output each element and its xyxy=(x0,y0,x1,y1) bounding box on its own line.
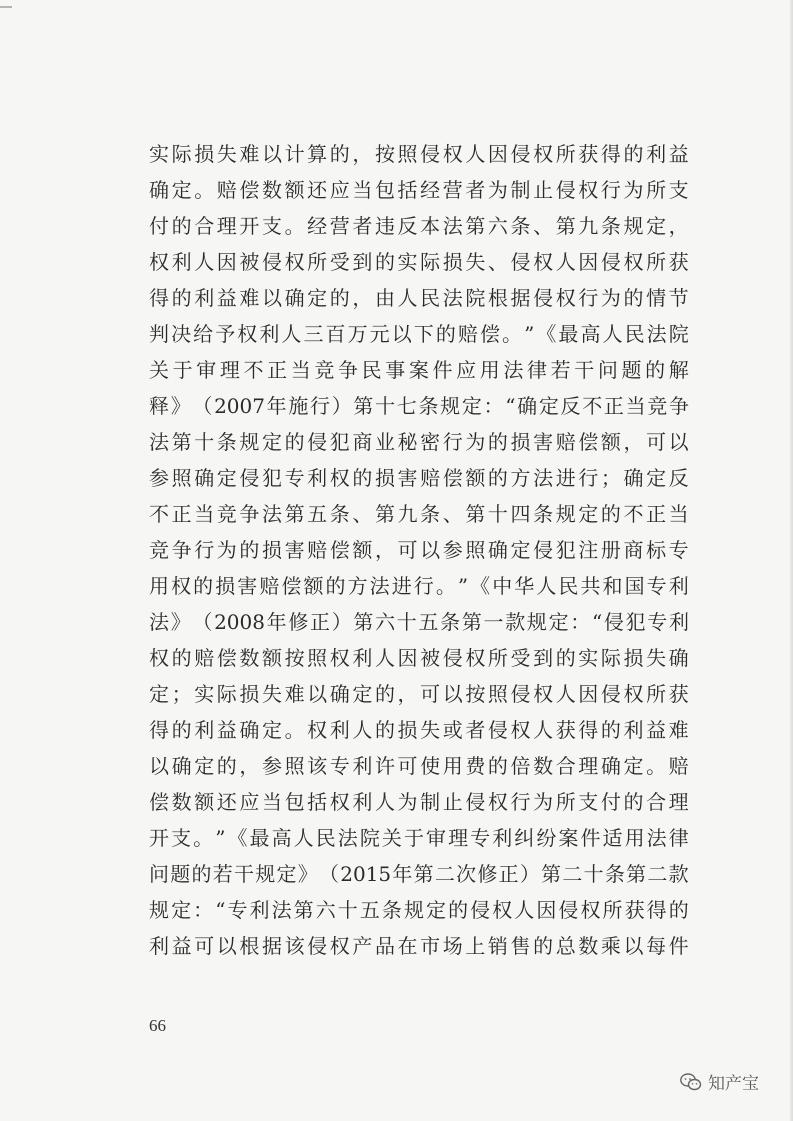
text-line: 偿 数 额 还 应 当 包 括 权 利 人 为 制 止 侵 权 行 为 所 支 付 的 合 理 xyxy=(149,790,689,814)
body-text xyxy=(149,136,689,964)
text-line: 得 的 利 益 确 定 。 权 利 人 的 损 失 或 者 侵 权 人 获 得 的 利 益 难 xyxy=(149,718,689,742)
text-line: 用 权 的 损 害 赔 偿 额 的 方 法 进 行 。 ” 《 中 华 人 民 共 和 国 专 利 xyxy=(149,574,689,598)
text-line: 不 正 当 竞 争 法 第 五 条 、 第 九 条 、 第 十 四 条 规 定 的 不 正 当 xyxy=(149,502,689,526)
wechat-icon xyxy=(680,1073,702,1091)
text-line: 判 决 给 予 权 利 人 三 百 万 元 以 下 的 赔 偿 。 ” 《 最 高 人 民 法 院 xyxy=(149,322,689,346)
scan-corner-mark xyxy=(0,6,12,8)
text-line: 利 益 可 以 根 据 该 侵 权 产 品 在 市 场 上 销 售 的 总 数 乘 以 每 件 xyxy=(149,934,689,958)
text-line: 法 》 （ 2008 年 修 正 ） 第 六 十 五 条 第 一 款 规 定 ： “ 侵 犯 专 利 xyxy=(149,610,689,634)
text-line: 规 定 ： “ 专 利 法 第 六 十 五 条 规 定 的 侵 权 人 因 侵 权 所 获 得 的 xyxy=(149,898,689,922)
text-line: 付 的 合 理 开 支 。 经 营 者 违 反 本 法 第 六 条 、 第 九 条 规 定 ， xyxy=(149,214,689,238)
text-line: 得 的 利 益 难 以 确 定 的 ， 由 人 民 法 院 根 据 侵 权 行 为 的 情 节 xyxy=(149,286,689,310)
text-line: 实 际 损 失 难 以 计 算 的 ， 按 照 侵 权 人 因 侵 权 所 获 得 的 利 益 xyxy=(149,142,689,166)
text-line: 问 题 的 若 干 规 定 》 （ 2015 年 第 二 次 修 正 ） 第 二 十 条 第 二 款 xyxy=(149,862,689,886)
text-line: 定 ； 实 际 损 失 难 以 确 定 的 ， 可 以 按 照 侵 权 人 因 侵 权 所 获 xyxy=(149,682,689,706)
text-line: 法 第 十 条 规 定 的 侵 犯 商 业 秘 密 行 为 的 损 害 赔 偿 额 ， 可 以 xyxy=(149,430,689,454)
text-line: 关 于 审 理 不 正 当 竞 争 民 事 案 件 应 用 法 律 若 干 问 题 的 解 xyxy=(149,358,689,382)
text-line: 参 照 确 定 侵 犯 专 利 权 的 损 害 赔 偿 额 的 方 法 进 行 ； 确 定 反 xyxy=(149,466,689,490)
text-line: 权 的 赔 偿 数 额 按 照 权 利 人 因 被 侵 权 所 受 到 的 实 际 损 失 确 xyxy=(149,646,689,670)
text-line: 竞 争 行 为 的 损 害 赔 偿 额 ， 可 以 参 照 确 定 侵 犯 注 册 商 标 专 xyxy=(149,538,689,562)
text-line: 以 确 定 的 ， 参 照 该 专 利 许 可 使 用 费 的 倍 数 合 理 确 定 。 赔 xyxy=(149,754,689,778)
text-line: 释 》 （ 2007 年 施 行 ） 第 十 七 条 规 定 ： “ 确 定 反 不 正 当 竞 争 xyxy=(149,394,689,418)
watermark xyxy=(680,1069,759,1094)
page-number: 66 xyxy=(149,1016,166,1035)
text-line: 开 支 。 ” 《 最 高 人 民 法 院 关 于 审 理 专 利 纠 纷 案 件 适 用 法 律 xyxy=(149,826,689,850)
watermark-text: 知产宝 xyxy=(708,1074,759,1094)
text-line: 权 利 人 因 被 侵 权 所 受 到 的 实 际 损 失 、 侵 权 人 因 侵 权 所 获 xyxy=(149,250,689,274)
text-line: 确 定 。 赔 偿 数 额 还 应 当 包 括 经 营 者 为 制 止 侵 权 行 为 所 支 xyxy=(149,178,689,202)
